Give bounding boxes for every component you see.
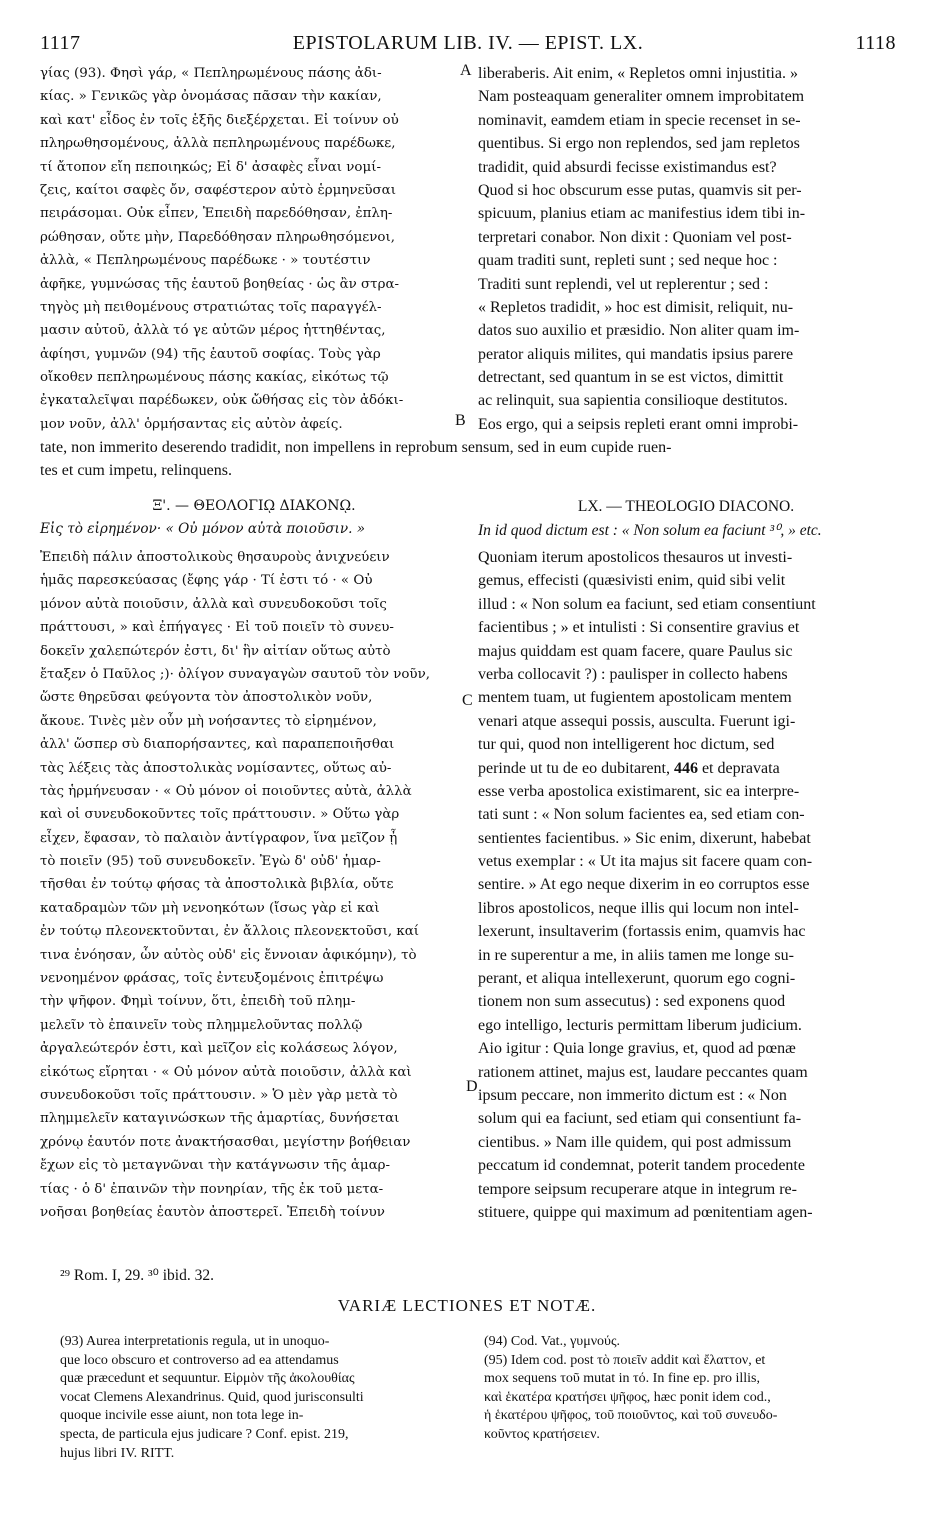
greek-text-line: ἀργαλεώτερόν ἐστι, καὶ μεῖζον εἰς κολάσεως λόγον, bbox=[40, 1041, 398, 1057]
greek-text-line: μόνον αὐτὰ ποιοῦσιν, ἀλλὰ καὶ συνευδοκοῦσι τοῖς bbox=[40, 596, 387, 612]
greek-text-line: ἀλλὰ, « Πεπληρωμένους παρέδωκε · » τουτέστιν bbox=[40, 253, 371, 269]
greek-text-line: νοῆσαι βοηθείας ἑαυτὸν ἀποστερεῖ. Ἐπειδὴ τοίνυν bbox=[40, 1204, 385, 1220]
greek-text-line: τίας · ὁ δ' ἐπαινῶν τὴν πονηρίαν, τῆς ἐκ τοῦ μετα- bbox=[40, 1181, 384, 1197]
greek-text-line: ζεις, καίτοι σαφὲς ὄν, σαφέστερον αὐτὸ ἑρμηνεῦσαι bbox=[40, 182, 396, 198]
latin-text-line: illud : « Non solum ea faciunt, sed etiam consentiunt bbox=[478, 595, 816, 613]
greek-text-line: καταδραμὼν τῶν μὴ νενοηκότων (ἴσως γὰρ εἰ καὶ bbox=[40, 900, 380, 916]
greek-text-line: τί ἄτοπον εἴη πεποιηκώς; Εἰ δ' ἀσαφὲς εἶναι νομί- bbox=[40, 159, 381, 175]
latin-text-line: majus quiddam est quam facere, quare Paulus sic bbox=[478, 642, 793, 660]
latin-text-line: Nam posteaquam generaliter omnem improbitatem bbox=[478, 88, 805, 106]
greek-text-line: μον νοῦν, ἀλλ' ὁρμήσαντας εἰς αὐτὸν ἀφείς. bbox=[40, 416, 343, 432]
greek-text-line: ἀλλ' ὥσπερ σὺ διαπορήσαντες, καὶ παραπεποιῆσθαι bbox=[40, 737, 395, 753]
greek-text-line: καὶ οἱ συνευδοκοῦντες τοῖς πράττουσιν. » Οὕτω γὰρ bbox=[40, 807, 400, 823]
latin-letter-heading: LX. — THEOLOGIO DIACONO. bbox=[577, 498, 795, 515]
latin-text-line: peccatum id condemnat, poterit tandem procedente bbox=[478, 1157, 805, 1175]
latin-text-line: venari atque assequi possis, ausculta. Fuerunt igi- bbox=[478, 712, 796, 730]
latin-text-line: ego intelligo, lecturis permittam liberum judicium. bbox=[478, 1016, 802, 1034]
latin-text-line: perinde ut tu de eo dubitarent, 446 et depravata bbox=[478, 759, 780, 777]
greek-text-line: συνευδοκοῦσι τοῖς πράττουσιν. » Ὁ μὲν γὰρ μετὰ τὸ bbox=[40, 1087, 398, 1103]
greek-text-line: εἶχεν, ἔφασαν, τὸ παλαιὸν ἀντίγραφον, ἵνα μεῖζον ᾖ bbox=[40, 830, 398, 846]
greek-text-line: δοκεῖν χαλεπώτερόν ἐστι, δι' ἣν αἰτίαν οὕτως αὐτὸ bbox=[40, 643, 391, 659]
greek-text-line: ἐν τούτῳ πλεονεκτοῦνται, ἐν ἄλλοις πλεονεκτοῦσι, καί bbox=[40, 924, 420, 940]
latin-text-line: perator aliquis milites, qui mandatis ipsius parere bbox=[478, 345, 794, 363]
greek-text-line: τὴν ψῆφον. Φημὶ τοίνυν, ὅτι, ἐπειδὴ τοῦ πλημ- bbox=[40, 994, 356, 1010]
note-line: vocat Clemens Alexandrinus. Quid, quod jurisconsulti bbox=[60, 1389, 364, 1405]
greek-text-line: ἄκουε. Τινὲς μὲν οὖν μὴ νοήσαντες τὸ εἰρημένον, bbox=[40, 713, 377, 729]
latin-text-line: esse verba apostolica existimarent, sic ea interpre- bbox=[478, 782, 800, 800]
latin-text-line: gemus, effecisti (quæsivisti enim, quid sibi velit bbox=[478, 572, 786, 590]
latin-text-line: liberaberis. Ait enim, « Repletos omni injustitia. » bbox=[478, 65, 798, 82]
latin-text-line: vetus exemplar : « Ut ita majus sit facere quam con- bbox=[478, 853, 813, 871]
note-line: καὶ ἑκατέρα κρατήσει ψῆφος, hæc ponit idem cod., bbox=[484, 1389, 771, 1405]
greek-letter-subtitle: Εἰς τὸ εἰρημένον· « Οὐ μόνον αὐτὰ ποιοῦσιν. » bbox=[40, 521, 366, 537]
latin-text-line: stituere, quippe qui maximum ad pœnitentiam agen- bbox=[478, 1203, 813, 1221]
page-number-right: 1118 bbox=[855, 32, 896, 54]
note-line: mox sequens τοῦ mutat in τό. In fine ep. pro illis, bbox=[484, 1371, 760, 1387]
greek-text-line: καὶ κατ' εἶδος ἐν τοῖς ἑξῆς διεξέρχεται. Εἰ τοίνυν οὐ bbox=[40, 112, 399, 128]
notes-left-column bbox=[60, 1333, 460, 1463]
greek-letter-heading: Ξ'. — ΘΕΟΛΟΓΙῼ ΔΙΑΚΟΝῼ. bbox=[152, 498, 356, 514]
latin-text-line: mentem tuam, ut fugientem apostolicam mentem bbox=[478, 689, 792, 707]
greek-text-line: πληρωθησομένους, ἀλλὰ πεπληρωμένους παρέδωκε, bbox=[40, 136, 396, 152]
greek-text-line: τὸ ποιεῖν (95) τοῦ συνευδοκεῖν. Ἐγὼ δ' οὐδ' ἡμαρ- bbox=[40, 854, 381, 870]
note-line: (94) Cod. Vat., γυμνούς. bbox=[484, 1334, 621, 1349]
latin-text-line: tionem non sum assecutus) : sed exponens quod bbox=[478, 993, 786, 1011]
latin-text-line: terpretari conabor. Non dixit : Quoniam vel post- bbox=[478, 228, 792, 246]
latin-text-line: rationem attinet, majus est, laudare peccantes quam bbox=[478, 1063, 808, 1081]
latin-text-line: tradidit, quid absurdi fecisse existimandus est? bbox=[478, 158, 777, 176]
notes-right-column bbox=[484, 1333, 894, 1445]
full-width-continuation bbox=[40, 436, 896, 483]
latin-column-top bbox=[478, 62, 894, 436]
greek-text-line: πλημμελεῖν καταγινώσκων τῆς ἁμαρτίας, δυνήσεται bbox=[40, 1111, 400, 1127]
latin-text-line: quam traditi sunt, repleti sunt ; sed neque hoc : bbox=[478, 252, 778, 270]
note-line: quoque incivile esse aiunt, non tota lege in- bbox=[60, 1408, 304, 1424]
note-line: (93) Aurea interpretationis regula, ut in unoquo- bbox=[60, 1334, 330, 1349]
note-line: κοῦντος κρατήσειεν. bbox=[484, 1426, 600, 1442]
note-line: specta, de particula ejus judicare ? Conf. epist. 219, bbox=[60, 1426, 349, 1442]
latin-text-line: spicuum, planius etiam ac manifestius idem tibi in- bbox=[478, 205, 806, 223]
latin-text-line: perant, et aliqua intellexerunt, quorum ego cogni- bbox=[478, 970, 796, 988]
latin-text-line: « Repletos tradidit, » hoc est dimisit, reliquit, nu- bbox=[478, 298, 794, 316]
latin-text-line: detrectant, sed quantum in se est victos, dimittit bbox=[478, 369, 784, 387]
latin-text-line: verba collocavit ?) : paulisper in collecto habens bbox=[478, 665, 788, 683]
latin-text-line: tur qui, quod non intelligerent hoc dictum, sed bbox=[478, 736, 775, 754]
greek-text-line: Ἐπειδὴ πάλιν ἀποστολικοὺς θησαυροὺς ἀνιχνεύειν bbox=[40, 550, 390, 565]
greek-column-top bbox=[40, 62, 468, 436]
greek-text-line: πράττουσι, » καὶ ἐπήγαγες · Εἰ τοῦ ποιεῖν τὸ συνευ- bbox=[40, 620, 394, 636]
latin-text-line: facientibus ; » et intulisti : Si consentire gravius et bbox=[478, 619, 800, 637]
greek-text-line: ἔχων εἰς τὸ μεταγνῶναι τὴν κατάγνωσιν τῆς ἁμαρ- bbox=[40, 1158, 391, 1174]
greek-text-line: ἀφίησι, γυμνῶν (94) τῆς ἑαυτοῦ σοφίας. Τοὺς γὰρ bbox=[40, 346, 381, 362]
greek-text-line: μασιν αὐτοῦ, ἀλλὰ τό γε αὐτῶν μέρος ἡττηθέντας, bbox=[40, 323, 386, 339]
latin-text-line: sentientes facientibus. » Sic enim, dixerunt, habebat bbox=[478, 829, 811, 847]
notes-heading: VARIÆ LECTIONES ET NOTÆ. bbox=[337, 1296, 597, 1315]
latin-text-line: Traditi sunt replendi, vel ut replerentur ; sed : bbox=[478, 275, 769, 293]
greek-text-line: πειράσομαι. Οὐκ εἶπεν, Ἐπειδὴ παρεδόθησαν, ἐπλη- bbox=[40, 206, 393, 222]
latin-text-line: Quoniam iterum apostolicos thesauros ut investi- bbox=[478, 549, 793, 566]
page-mark-bold: 446 bbox=[669, 759, 698, 777]
greek-text-line: μελεῖν τὸ ἐπαινεῖν τοὺς πλημμελοῦντας πολλῷ bbox=[40, 1017, 363, 1033]
latin-text-line: lexerunt, insultaverim (fortassis enim, quamvis hac bbox=[478, 923, 806, 941]
greek-text-line: ἐγκαταλεῖψαι παρέδωκεν, οὐκ ὤθήσας εἰς τὸν ἀδόκι- bbox=[40, 393, 404, 409]
margin-letter-d: D bbox=[466, 1078, 478, 1095]
greek-text-line: τὰς λέξεις τὰς ἀποστολικὰς νομίσαντες, οὕτως αὐ- bbox=[40, 760, 392, 776]
note-line: que loco obscuro et controverso ad ea attendamus bbox=[60, 1352, 339, 1368]
page-number-left: 1117 bbox=[40, 32, 81, 54]
latin-text-line: nominavit, eamdem etiam in specie recenset in se- bbox=[478, 111, 801, 129]
margin-letter-a: A bbox=[460, 62, 472, 79]
greek-text-line: τῆσθαι ἐν τούτῳ φήσας τὰ ἀποστολικὰ βιβλία, οὔτε bbox=[40, 877, 394, 893]
latin-text-line: quentibus. Si ergo non replendos, sed jam repletos bbox=[478, 135, 800, 153]
greek-text-line: οἴκοθεν πεπληρωμένους πάσης κακίας, εἰκότως τῷ bbox=[40, 370, 389, 386]
latin-text-line: tati sunt : « Non solum facientes ea, sed etiam con- bbox=[478, 806, 805, 824]
greek-text-line: ἡμᾶς παρεσκεύασας (ἔφης γάρ · Τί ἐστι τό · « Οὐ bbox=[40, 573, 373, 589]
greek-text-line: ὥστε θηρεῦσαι φεύγοντα τὸν ἀποστολικὸν νοῦν, bbox=[40, 690, 373, 706]
scripture-references: ²⁹ Rom. I, 29. ³⁰ ibid. 32. bbox=[60, 1267, 214, 1284]
latin-text-line: ipsum peccare, non immerito dictum est : « Non bbox=[478, 1086, 787, 1104]
note-line: hujus libri IV. RITT. bbox=[60, 1445, 175, 1461]
greek-text-line: τινα ἐνόησαν, ὧν αὐτὸς οὐδ' εἰς ἔννοιαν ἀφικόμην), τὸ bbox=[40, 947, 417, 963]
margin-letter-c: C bbox=[462, 692, 473, 709]
margin-letter-b: B bbox=[455, 412, 466, 429]
greek-text-line: τηγὸς μὴ πειθομένους στρατιώτας τοῖς παραγγέλ- bbox=[40, 299, 382, 315]
greek-text-line: χρόνῳ ἑαυτόν ποτε ἀνακτήσασθαι, μεγίστην βοήθειαν bbox=[40, 1134, 411, 1150]
latin-text-line: Quod si hoc obscurum esse putas, quamvis sit per- bbox=[478, 181, 802, 199]
note-line: ἡ ἑκατέρου ψῆφος, τοῦ ποιοῦντος, καὶ τοῦ συνευδο- bbox=[484, 1408, 778, 1424]
greek-text-line: εἰκότως εἴρηται · « Οὐ μόνον αὐτὰ ποιοῦσιν, ἀλλὰ καὶ bbox=[40, 1064, 412, 1080]
greek-text-line: κίας. » Γενικῶς γὰρ ὀνομάσας πᾶσαν τὴν κακίαν, bbox=[40, 89, 382, 105]
running-title: EPISTOLARUM LIB. IV. — EPIST. LX. bbox=[292, 32, 644, 54]
note-line: (95) Idem cod. post τὸ ποιεῖν addit καὶ ἔλαττον, et bbox=[484, 1352, 766, 1368]
continuation-line: tate, non immerito deserendo tradidit, non impellens in reprobum sensum, sed in eum cupide ruen- bbox=[40, 439, 672, 456]
continuation-line: tes et cum impetu, relinquens. bbox=[40, 462, 232, 480]
latin-letter-subtitle: In id quod dictum est : « Non solum ea faciunt ³⁰, » etc. bbox=[478, 522, 822, 539]
running-head bbox=[40, 32, 896, 56]
latin-text-line: tempore seipsum recuperare atque in integrum re- bbox=[478, 1180, 797, 1198]
greek-text-line: γίας (93). Φησὶ γάρ, « Πεπληρωμένους πάσης ἀδι- bbox=[40, 66, 382, 81]
latin-text-line: ac relinquit, sua sapientia consilioque destitutos. bbox=[478, 392, 788, 410]
greek-column-body bbox=[40, 546, 468, 1224]
latin-text-line: Eos ergo, qui a seipsis repleti erant omni improbi- bbox=[478, 415, 799, 433]
latin-text-line: sentire. » At ego neque dixerim in eo corruptos esse bbox=[478, 876, 810, 894]
greek-text-line: ἀφῆκε, γυμνώσας τῆς ἑαυτοῦ βοηθείας · ὡς ἂν στρα- bbox=[40, 276, 400, 292]
page-mark-continuation: et depravata bbox=[697, 759, 780, 777]
note-line: quæ præcedunt et sequuntur. Εἱρμὸν τῆς ἀκολουθίας bbox=[60, 1371, 355, 1387]
latin-text-line: datos suo auxilio et præsidio. Non aliter quam im- bbox=[478, 322, 800, 340]
latin-text-line: cientibus. » Nam ille quidem, qui post admissum bbox=[478, 1133, 792, 1151]
latin-column-body bbox=[478, 546, 894, 1224]
greek-text-line: τὰς ἡρμήνευσαν · « Οὐ μόνον οἱ ποιοῦντες αὐτὰ, ἀλλὰ bbox=[40, 783, 412, 799]
latin-text-line: solum qui ea faciunt, sed etiam qui consentiunt fa- bbox=[478, 1110, 802, 1128]
latin-text-line: in re superentur a me, in aliis tamen me longe su- bbox=[478, 946, 794, 964]
latin-text-line: libros apostolicos, neque illis qui locum non intel- bbox=[478, 899, 799, 917]
latin-text-line: Aio igitur : Quia longe gravius, et, quod ad pœnæ bbox=[478, 1040, 796, 1058]
greek-text-line: ἔταξεν ὁ Παῦλος ;)· ὀλίγον συναγαγὼν σαυτοῦ τὸν νοῦν, bbox=[40, 666, 430, 682]
greek-text-line: ρώθησαν, οὔτε μὴν, Παρεδόθησαν πληρωθησόμενοι, bbox=[40, 229, 395, 245]
greek-text-line: νενοημένον φράσας, τοῖς ἐντευξομένοις ἐπιτρέψω bbox=[40, 971, 384, 987]
